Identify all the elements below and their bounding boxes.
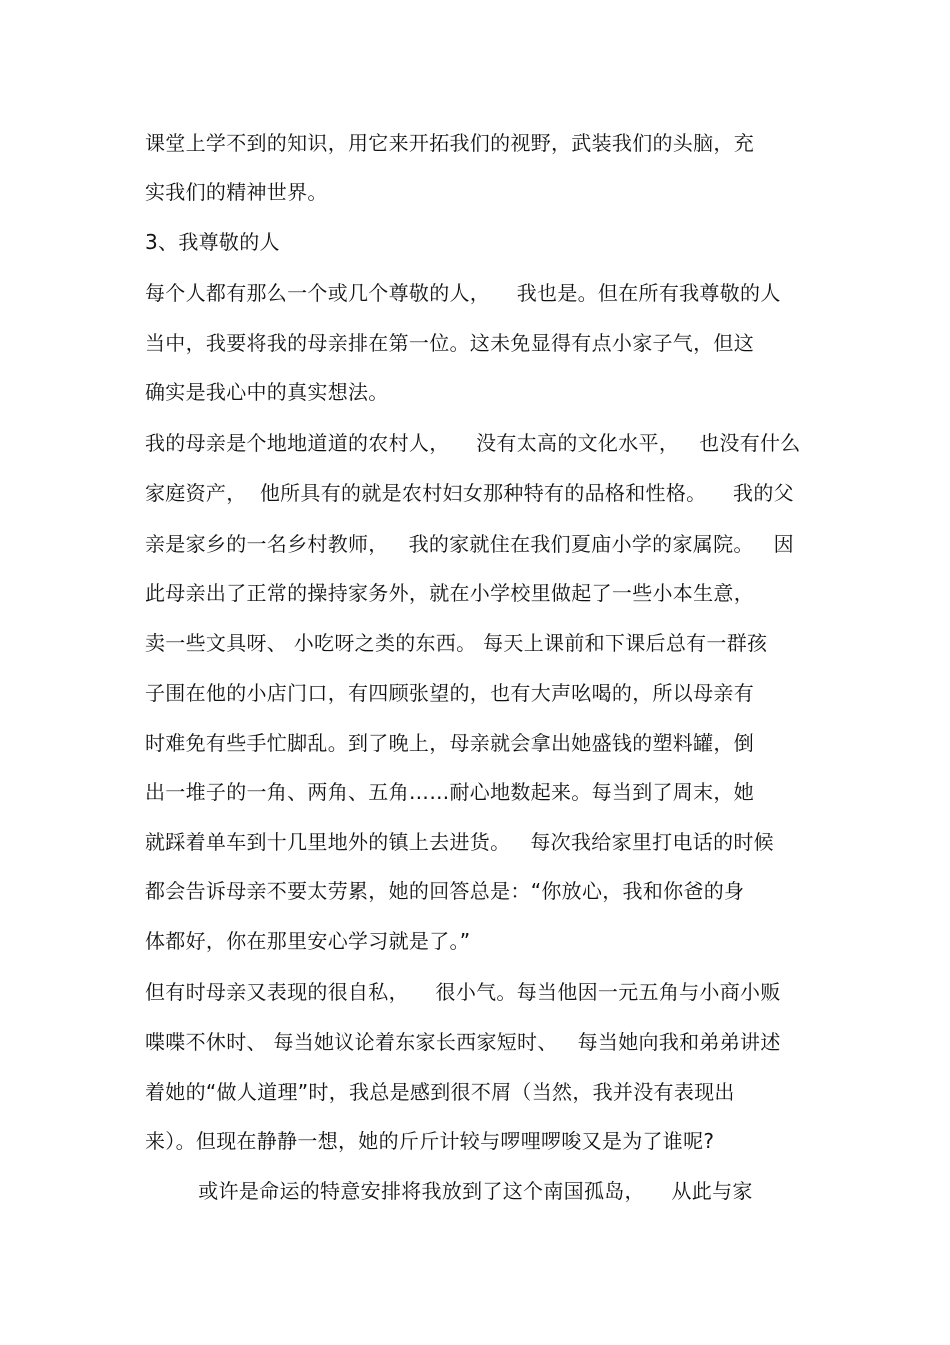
text-line: 实我们的精神世界。 <box>145 180 328 204</box>
text-line: 课堂上学不到的知识，用它来开拓我们的视野，武装我们的头脑，充 <box>145 131 754 155</box>
section-heading: 3、我尊敬的人 <box>145 230 280 254</box>
text-line: 子围在他的小店门口，有四顾张望的，也有大声吆喝的，所以母亲有 <box>145 681 754 705</box>
text-line: 时难免有些手忙脚乱。到了晚上，母亲就会拿出她盛钱的塑料罐，倒 <box>145 731 754 755</box>
text-line: 每个人都有那么一个或几个尊敬的人， 我也是。但在所有我尊敬的人 <box>145 281 781 305</box>
text-line: 卖一些文具呀、 小吃呀之类的东西。 每天上课前和下课后总有一群孩 <box>145 631 768 655</box>
text-line: 我的母亲是个地地道道的农村人， 没有太高的文化水平， 也没有什么 <box>145 431 801 455</box>
text-line: 出一堆子的一角、两角、五角……耐心地数起来。每当到了周末，她 <box>145 780 754 804</box>
text-line: 家庭资产， 他所具有的就是农村妇女那种特有的品格和性格。 我的父 <box>145 481 794 505</box>
text-line: 确实是我心中的真实想法。 <box>145 380 389 404</box>
text-line: 体都好，你在那里安心学习就是了。” <box>145 929 471 953</box>
text-line: 着她的“做人道理”时，我总是感到很不屑（当然，我并没有表现出 <box>145 1080 735 1104</box>
text-line: 但有时母亲又表现的很自私， 很小气。每当他因一元五角与小商小贩 <box>145 980 781 1004</box>
text-line: 或许是命运的特意安排将我放到了这个南国孤岛， 从此与家 <box>145 1179 753 1203</box>
text-line: 此母亲出了正常的操持家务外，就在小学校里做起了一些小本生意， <box>145 581 754 605</box>
text-line: 当中，我要将我的母亲排在第一位。这未免显得有点小家子气，但这 <box>145 331 754 355</box>
text-line: 来）。但现在静静一想，她的斤斤计较与啰哩啰唆又是为了谁呢? <box>145 1129 715 1153</box>
text-line: 亲是家乡的一名乡村教师， 我的家就住在我们夏庙小学的家属院。 因 <box>145 532 794 556</box>
text-line: 就踩着单车到十几里地外的镇上去进货。 每次我给家里打电话的时候 <box>145 830 774 854</box>
text-line: 都会告诉母亲不要太劳累，她的回答总是：“你放心，我和你爸的身 <box>145 879 745 903</box>
text-line: 喋喋不休时、 每当她议论着东家长西家短时、 每当她向我和弟弟讲述 <box>145 1030 781 1054</box>
